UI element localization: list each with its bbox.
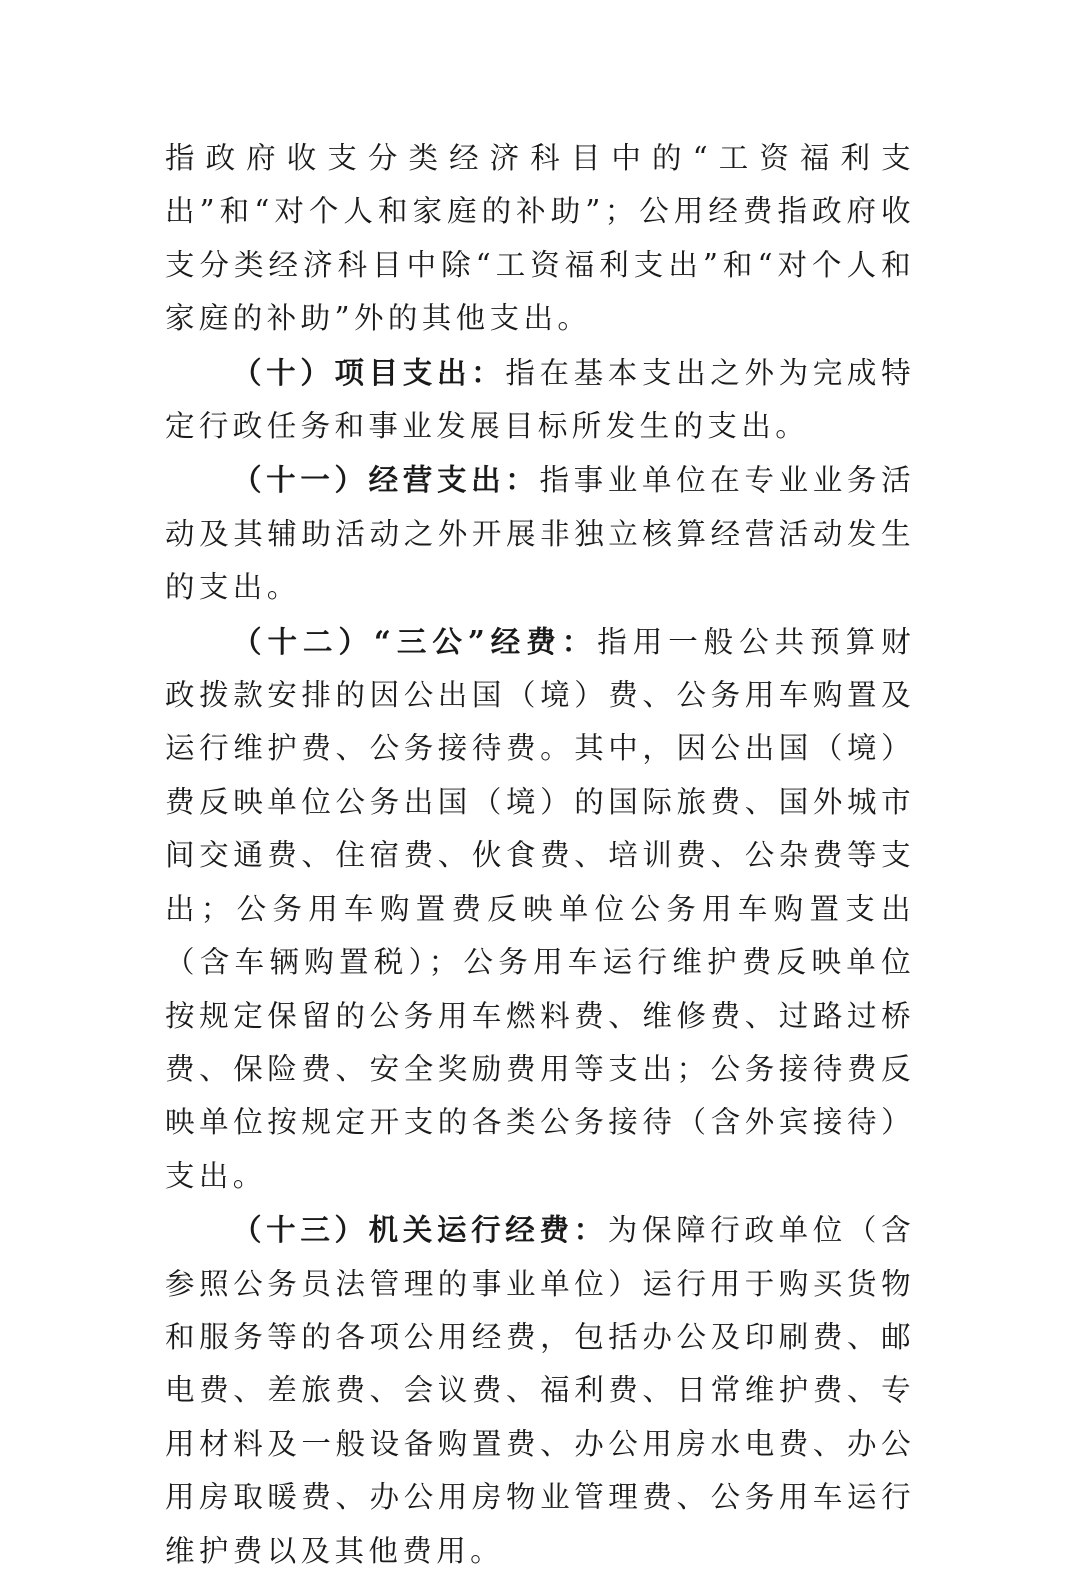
definition-operating-expenditure: 指事业单位在专业业务活动及其辅助活动之外开展非独立核算经营活动发生的支出。 — [165, 463, 915, 605]
paragraph-agency-operating-funds — [165, 1203, 915, 1578]
paragraph-three-public-expenses — [165, 615, 915, 1203]
definition-three-public-expenses: 指用一般公共预算财政拨款安排的因公出国（境）费、公务用车购置及运行维护费、公务接待费。其中，因公出国（境）费反映单位公务出国（境）的国际旅费、国外城市间交通费、住宿费、伙食费、培训费、公杂费等支出；公务用车购置费反映单位公务用车购置支出（含车辆购置税）；公务用车运行维护费反映单位按规定保留的公务用车燃料费、维修费、过路过桥费、保险费、安全奖励费用等支出；公务接待费反映单位按规定开支的各类公务接待（含外宾接待）支出。 — [165, 624, 915, 1193]
paragraph-project-expenditure — [165, 346, 915, 454]
definition-project-expenditure: 指在基本支出之外为完成特定行政任务和事业发展目标所发生的支出。 — [165, 355, 915, 444]
paragraph-text: 指政府收支分类经济科目中的“工资福利支出”和“对个人和家庭的补助”；公用经费指政府收支分类经济科目中除“工资福利支出”和“对个人和家庭的补助”外的其他支出。 — [165, 141, 915, 336]
paragraph-operating-expenditure — [165, 453, 915, 614]
term-project-expenditure: （十）项目支出： — [232, 354, 506, 390]
definition-agency-operating-funds: 为保障行政单位（含参照公务员法管理的事业单位）运行用于购买货物和服务等的各项公用经费，包括办公及印刷费、邮电费、差旅费、会议费、福利费、日常维护费、专用材料及一般设备购置费、办公用房水电费、办公用房取暖费、办公用房物业管理费、公务用车运行维护费以及其他费用。 — [165, 1213, 915, 1568]
document-body — [165, 132, 915, 1578]
term-operating-expenditure: （十一）经营支出： — [232, 462, 540, 498]
term-agency-operating-funds: （十三）机关运行经费： — [232, 1212, 608, 1248]
term-three-public-expenses: （十二）“三公”经费： — [232, 623, 598, 659]
paragraph-personnel-expenses-continued — [165, 132, 915, 346]
